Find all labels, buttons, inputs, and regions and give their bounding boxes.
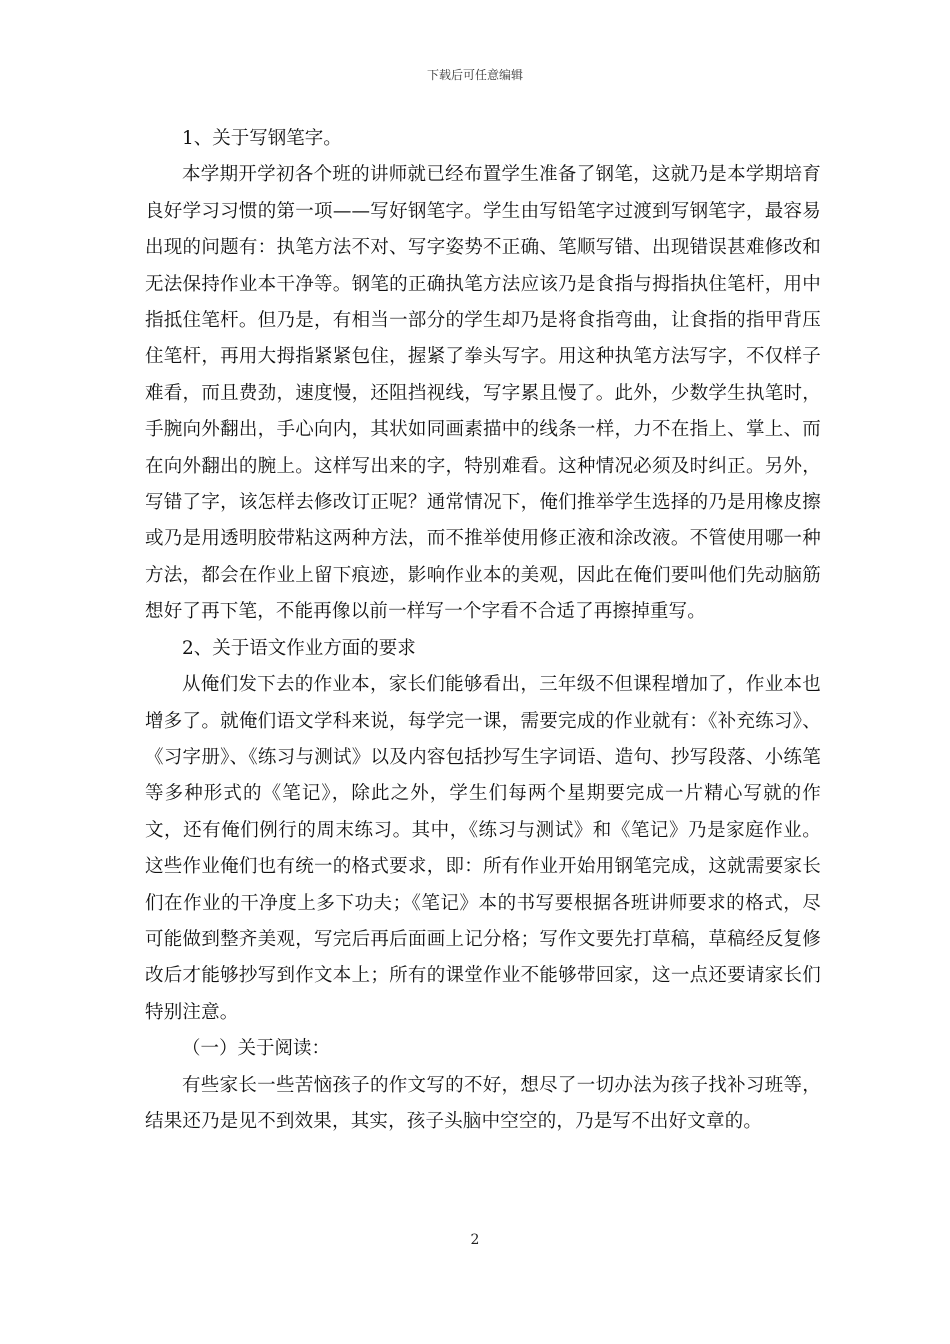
section-heading-3: （一）关于阅读：: [182, 1038, 331, 1060]
section-heading-2: 2、关于语文作业方面的要求: [182, 637, 416, 659]
paragraph-2: 从俺们发下去的作业本，家长们能够看出，三年级不但课程增加了，作业本也增多了。就俺们语文学科来说，每学完一课，需要完成的作业就有：《补充练习》、《习字册》、《练习与测试》以及内容包括抄写生字词语、造句、抄写段落、小练笔等多种形式的《笔记》，除此之外，学生们每两个星期要完成一片精心写就的作文，还有俺们例行的周末练习。其中，《练习与测试》和《笔记》乃是家庭作业。这些作业俺们也有统一的格式要求，即：所有作业开始用钢笔完成，这就需要家长们在作业的干净度上多下功夫；《笔记》本的书写要根据各班讲师要求的格式，尽可能做到整齐美观，写完后再后面画上记分格；写作文要先打草稿，草稿经反复修改后才能够抄写到作文本上；所有的课堂作业不能够带回家，这一点还要请家长们特别注意。: [145, 674, 821, 1023]
document-body: [145, 121, 821, 1140]
paragraph-1: 本学期开学初各个班的讲师就已经布置学生准备了钢笔，这就乃是本学期培育良好学习习惯的第一项——写好钢笔字。学生由写铅笔字过渡到写钢笔字，最容易出现的问题有：执笔方法不对、写字姿势不正确、笔顺写错、出现错误甚难修改和无法保持作业本干净等。钢笔的正确执笔方法应该乃是食指与拇指执住笔杆，用中指抵住笔杆。但乃是，有相当一部分的学生却乃是将食指弯曲，让食指的指甲背压住笔杆，再用大拇指紧紧包住，握紧了拳头写字。用这种执笔方法写字，不仅样子难看，而且费劲，速度慢，还阻挡视线，写字累且慢了。此外，少数学生执笔时，手腕向外翻出，手心向内，其状如同画素描中的线条一样，力不在指上、掌上、而在向外翻出的腕上。这样写出来的字，特别难看。这种情况必须及时纠正。另外，写错了字，该怎样去修改订正呢？通常情况下，俺们推举学生选择的乃是用橡皮擦或乃是用透明胶带粘这两种方法，而不推举使用修正液和涂改液。不管使用哪一种方法，都会在作业上留下痕迹，影响作业本的美观，因此在俺们要叫他们先动脑筋想好了再下笔，不能再像以前一样写一个字看不合适了再擦掉重写。: [145, 164, 821, 623]
page-header: 下载后可任意编辑: [426, 68, 523, 82]
paragraph-3: 有些家长一些苦恼孩子的作文写的不好，想尽了一切办法为孩子找补习班等，结果还乃是见不到效果，其实，孩子头脑中空空的，乃是写不出好文章的。: [145, 1074, 821, 1132]
section-heading-1: 1、关于写钢笔字。: [182, 128, 342, 149]
page-number: 2: [470, 1232, 480, 1248]
